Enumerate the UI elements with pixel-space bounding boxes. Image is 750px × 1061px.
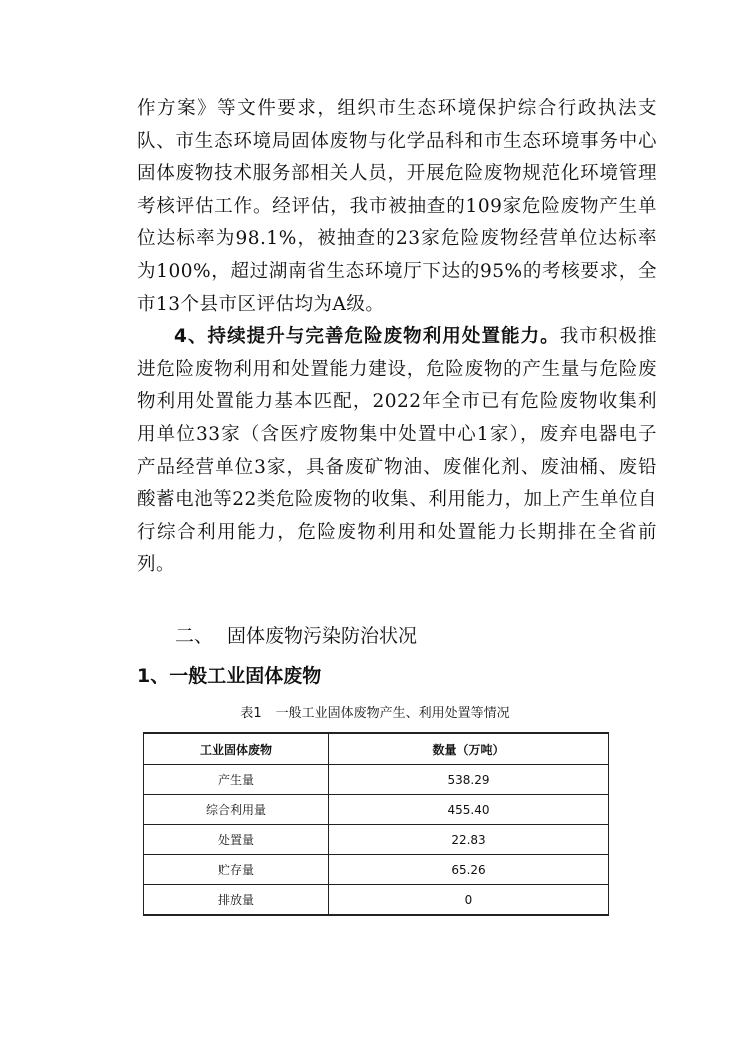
table-cell: 贮存量 [144,855,329,885]
body-text [137,93,657,582]
table-header-cell: 数量（万吨） [329,733,609,765]
section-heading [175,620,431,652]
table-header-cell: 工业固体废物 [144,733,329,765]
table-cell: 22.83 [329,825,609,855]
section-title: 固体废物污染防治状况 [227,625,418,647]
table-row [144,885,609,916]
section-number: 二、 [175,625,214,647]
paragraph-2-body: 我市积极推进危险废物利用和处置能力建设，危险废物的产生量与危险废物利用处置能力基本匹配，2022年全市已有危险废物收集利用单位33家（含医疗废物集中处置中心1家），废弃电器电子产品经营单位3家，具备废矿物油、废催化剂、废油桶、废铅酸蓄电池等22类危险废物的收集、利用能力，加上产生单位自行综合利用能力，危险废物利用和处置能力长期排在全省前列。 [137,326,657,576]
table-header-row [144,733,609,765]
table-cell: 排放量 [144,885,329,916]
table-row [144,825,609,855]
table-cell: 综合利用量 [144,795,329,825]
table-row [144,765,609,795]
table-caption-number: 表1 [240,706,262,721]
table-cell: 0 [329,885,609,916]
paragraph-2-heading: 4、持续提升与完善危险废物利用处置能力。 [174,326,560,348]
table-row [144,855,609,885]
table-cell: 455.40 [329,795,609,825]
table-row [144,795,609,825]
table-cell: 产生量 [144,765,329,795]
table-cell: 65.26 [329,855,609,885]
paragraph-1: 作方案》等文件要求，组织市生态环境保护综合行政执法支队、市生态环境局固体废物与化学品科和市生态环境事务中心固体废物技术服务部相关人员，开展危险废物规范化环境管理考核评估工作。经评估，我市被抽查的109家危险废物产生单位达标率为98.1%，被抽查的23家危险废物经营单位达标率为100%，超过湖南省生态环境厅下达的95%的考核要求，全市13个县市区评估均为A级。 [137,98,657,315]
table-cell: 538.29 [329,765,609,795]
paragraph-2 [137,321,657,582]
data-table [143,732,609,916]
table-caption [0,704,750,724]
subsection-heading: 1、一般工业固体废物 [137,665,322,687]
table-caption-title: 一般工业固体废物产生、利用处置等情况 [275,706,510,721]
table-cell: 处置量 [144,825,329,855]
